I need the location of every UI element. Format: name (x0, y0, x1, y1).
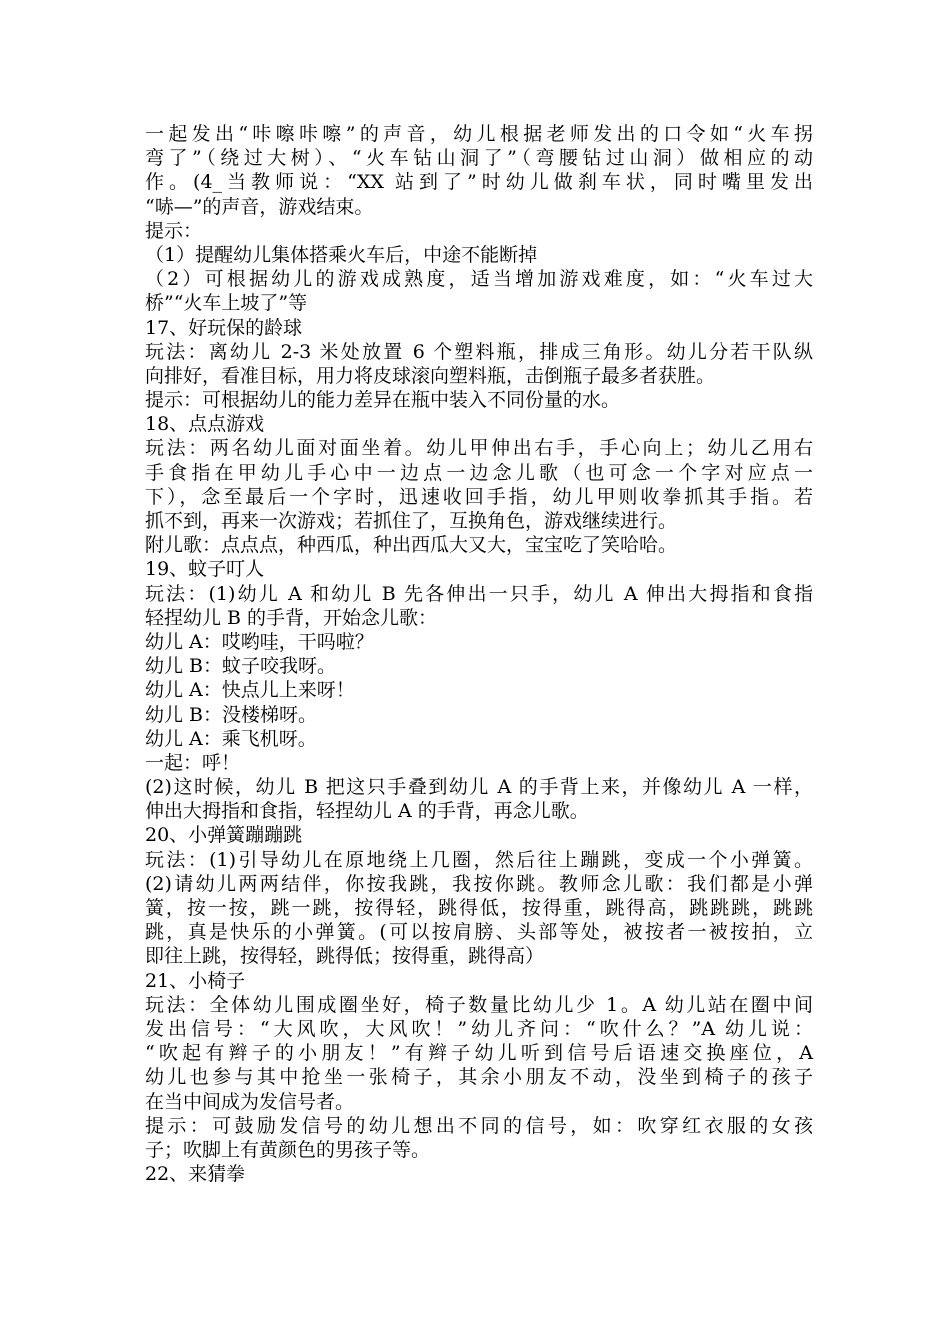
section-heading-20: 20、小弹簧蹦蹦跳 (145, 824, 303, 847)
text-line: 下），念至最后一个字时，迅速收回手指，幼儿甲则收拳抓其手指。若 (145, 485, 813, 508)
text-line: 一起：呼！ (145, 751, 241, 774)
text-line: 即往上跳，按得轻，跳得低；按得重，跳得高） (145, 945, 545, 968)
text-line: 幼儿 A：哎哟哇，干吗啦？ (145, 630, 374, 653)
text-line: （1）提醒幼儿集体搭乘火车后，中途不能断掉 (145, 243, 538, 266)
section-heading-21: 21、小椅子 (145, 969, 246, 992)
text-line: 手食指在甲幼儿手心中一边点一边念儿歌（也可念一个字对应点一 (145, 461, 813, 484)
text-line: （2）可根据幼儿的游戏成熟度，适当增加游戏难度，如：“火车过大 (145, 268, 813, 291)
text-line: 幼儿 A：快点儿上来呀！ (145, 679, 355, 702)
section-heading-19: 19、蚊子叮人 (145, 558, 265, 581)
section-heading-17: 17、好玩保的龄球 (145, 316, 303, 339)
text-line: 玩法：离幼儿 2-3 米处放置 6 个塑料瓶，排成三角形。幼儿分若干队纵 (145, 340, 813, 363)
text-line: 幼儿 B：蚊子咬我呀。 (145, 655, 337, 678)
text-line: 玩法：(1)幼儿 A 和幼儿 B 先各伸出一只手，幼儿 A 伸出大拇指和食指 (145, 582, 813, 605)
text-line: 子；吹脚上有黄颜色的男孩子等。 (145, 1138, 431, 1161)
section-heading-18: 18、点点游戏 (145, 413, 265, 436)
text-line: 玩法：(1)引导幼儿在原地绕上几圈，然后往上蹦跳，变成一个小弹簧。 (145, 848, 813, 871)
text-line: 幼儿也参与其中抢坐一张椅子，其余小朋友不动，没坐到椅子的孩子 (145, 1066, 813, 1089)
document-body (145, 122, 813, 1186)
text-line: 在当中间成为发信号者。 (145, 1090, 355, 1113)
text-line: 抓不到，再来一次游戏；若抓住了，互换角色，游戏继续进行。 (145, 510, 678, 532)
text-line: 跳，真是快乐的小弹簧。(可以按肩膀、头部等处，被按者一被按拍，立 (145, 921, 813, 944)
text-line: 轻捏幼儿 B 的手背，开始念儿歌： (145, 606, 438, 629)
text-line: (2)这时候，幼儿 B 把这只手叠到幼儿 A 的手背上来，并像幼儿 A 一样， (145, 776, 813, 799)
text-line: 提示：可鼓励发信号的幼儿想出不同的信号，如：吹穿红衣服的女孩 (145, 1114, 813, 1137)
text-line: (2)请幼儿两两结伴，你按我跳，我按你跳。教师念儿歌：我们都是小弹 (145, 872, 813, 895)
section-heading-22: 22、来猜拳 (145, 1163, 246, 1186)
text-line: 向排好，看准目标，用力将皮球滚向塑料瓶，击倒瓶子最多者获胜。 (145, 364, 716, 387)
text-line: “吹起有辫子的小朋友！”有辫子幼儿听到信号后语速交换座位，A (145, 1042, 813, 1065)
text-line: 附儿歌：点点点，种西瓜，种出西瓜大又大，宝宝吃了笑哈哈。 (145, 534, 678, 557)
text-line: 玩法：两名幼儿面对面坐着。幼儿甲伸出右手，手心向上；幼儿乙用右 (145, 437, 813, 460)
text-line: 玩法：全体幼儿围成圈坐好，椅子数量比幼儿少 1。A 幼儿站在圈中间 (145, 993, 813, 1016)
text-line: 弯了”（绕过大树）、“火车钻山洞了”（弯腰钻过山洞）做相应的动 (145, 147, 813, 170)
text-line: 发出信号：“大风吹，大风吹！”幼儿齐问：“吹什么？”A 幼儿说： (145, 1017, 813, 1040)
text-line: 桥”“火车上坡了”等 (145, 292, 308, 315)
text-line: 伸出大拇指和食指，轻捏幼儿 A 的手背，再念儿歌。 (145, 800, 589, 823)
text-line: 簧，按一按，跳一跳，按得轻，跳得低，按得重，跳得高，跳跳跳，跳跳 (145, 897, 813, 919)
text-line: 幼儿 B：没楼梯呀。 (145, 703, 318, 726)
text-line: “哧—”的声音，游戏结束。 (145, 195, 374, 218)
tip-heading: 提示： (145, 219, 203, 242)
text-line: 一起发出“咔嚓咔嚓”的声音，幼儿根据老师发出的口令如“火车拐 (145, 123, 813, 145)
text-line: 提示：可根据幼儿的能力差异在瓶中装入不同份量的水。 (145, 389, 621, 412)
text-line: 作。(4_当教师说：“XX 站到了”时幼儿做刹车状，同时嘴里发出 (145, 171, 813, 194)
text-line: 幼儿 A：乘飞机呀。 (145, 727, 317, 750)
